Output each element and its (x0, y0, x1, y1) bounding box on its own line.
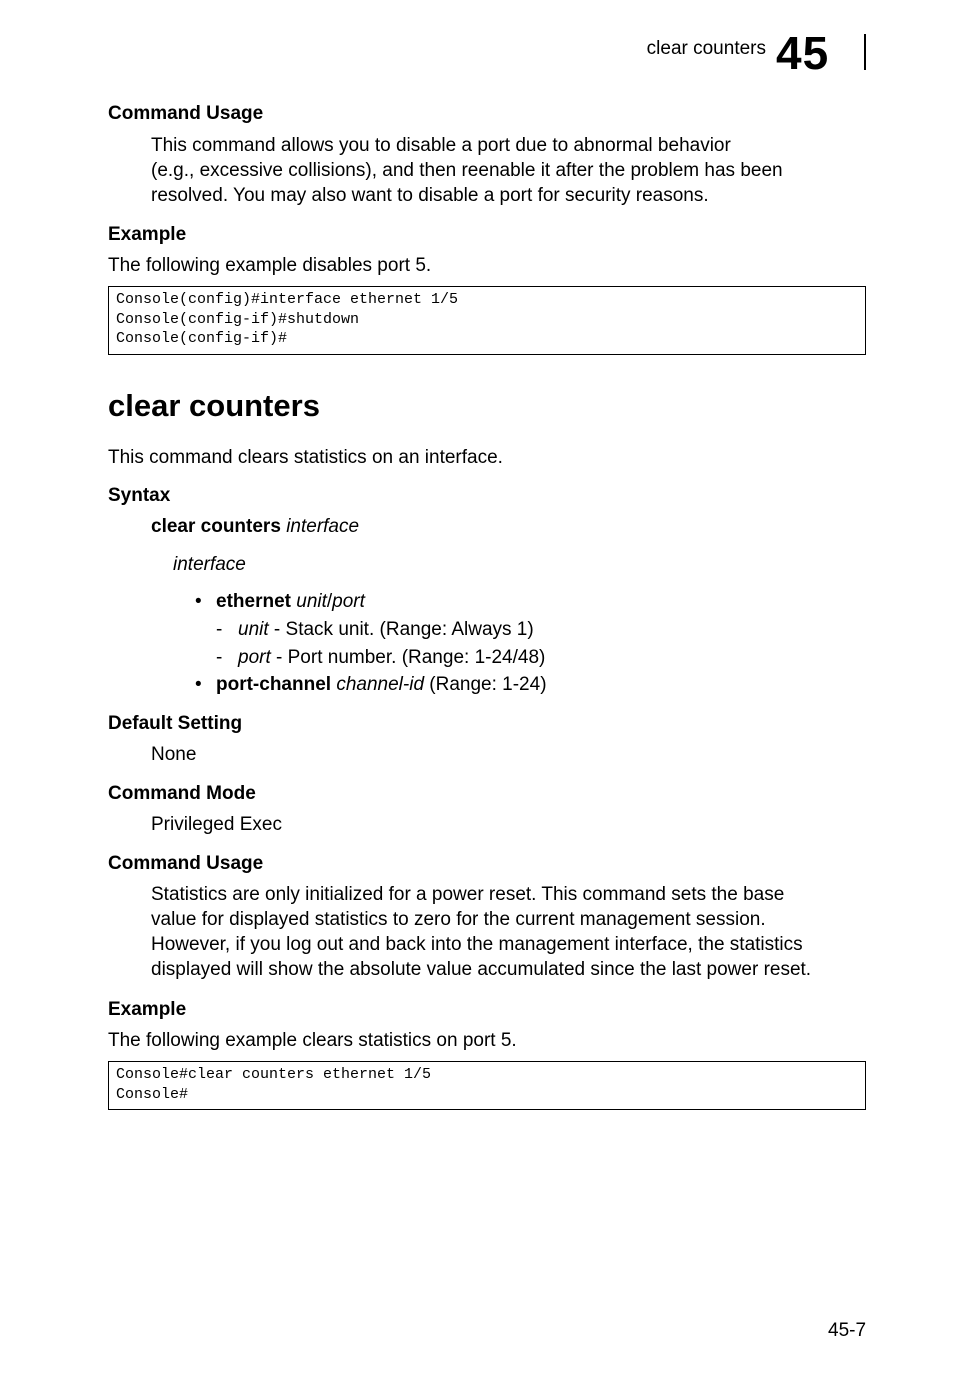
text-line: Statistics are only initialized for a power reset. This command sets the base (151, 884, 785, 905)
separator: / (326, 591, 333, 612)
command-usage-heading: Command Usage (108, 853, 264, 874)
command-mode-heading: Command Mode (108, 783, 256, 804)
text-line: resolved. You may also want to disable a port for security reasons. (151, 185, 709, 206)
default-setting-heading: Default Setting (108, 713, 243, 734)
text-line: (e.g., excessive collisions), and then reenable it after the problem has been (151, 160, 783, 181)
syntax-heading: Syntax (108, 485, 171, 506)
arg-port: port (238, 647, 271, 668)
range-text: (Range: 1-24) (424, 674, 547, 695)
syntax-command: clear counters (151, 516, 281, 537)
arg-unit: unit (296, 591, 327, 612)
command-description: This command clears statistics on an interface. (108, 447, 503, 468)
example-heading: Example (108, 999, 187, 1020)
code-line: Console(config-if)# (116, 330, 288, 347)
dash-marker: - (216, 619, 223, 640)
sub-item-unit (238, 617, 534, 642)
list-item-ethernet (216, 589, 365, 614)
arg-unit: unit (238, 619, 269, 640)
arg-port: port (332, 591, 365, 612)
arg-channel-id: channel-id (336, 674, 425, 695)
text-line: However, if you log out and back into the management interface, the statistics (151, 934, 803, 955)
section-title: clear counters (108, 388, 320, 423)
list-item-port-channel (216, 672, 547, 697)
sub-item-port (238, 645, 545, 670)
syntax-argument: interface (286, 516, 360, 537)
command-usage-heading: Command Usage (108, 103, 264, 124)
text-line: value for displayed statistics to zero for the current management session. (151, 909, 766, 930)
text-line: displayed will show the absolute value accumulated since the last power reset. (151, 959, 812, 980)
default-setting-value: None (151, 744, 197, 765)
parameter-name: interface (173, 554, 246, 575)
syntax-line (151, 514, 359, 539)
code-block (108, 1061, 866, 1110)
running-header: clear counters (646, 38, 766, 59)
bullet-marker: • (195, 674, 202, 695)
keyword-port-channel: port-channel (216, 674, 332, 695)
example-intro: The following example disables port 5. (108, 255, 432, 276)
header-divider (864, 34, 866, 70)
code-line: Console# (116, 1085, 189, 1103)
code-line: Console(config)#interface ethernet 1/5 (116, 291, 459, 308)
sub-item-text: - Stack unit. (Range: Always 1) (268, 619, 534, 640)
code-line: Console(config-if)#shutdown (116, 310, 360, 328)
command-mode-value: Privileged Exec (151, 814, 282, 835)
code-line: Console#clear counters ethernet 1/5 (116, 1066, 432, 1083)
page-number: 45-7 (828, 1320, 867, 1341)
chapter-number: 45 (776, 27, 830, 79)
example-heading: Example (108, 224, 187, 245)
bullet-marker: • (195, 591, 202, 612)
example-intro: The following example clears statistics on port 5. (108, 1030, 517, 1051)
command-usage-text (151, 882, 871, 982)
text-line: This command allows you to disable a port due to abnormal behavior (151, 135, 731, 156)
sub-item-text: - Port number. (Range: 1-24/48) (270, 647, 546, 668)
code-block (108, 286, 866, 355)
command-usage-text (151, 133, 871, 208)
keyword-ethernet: ethernet (216, 591, 291, 612)
dash-marker: - (216, 647, 223, 668)
